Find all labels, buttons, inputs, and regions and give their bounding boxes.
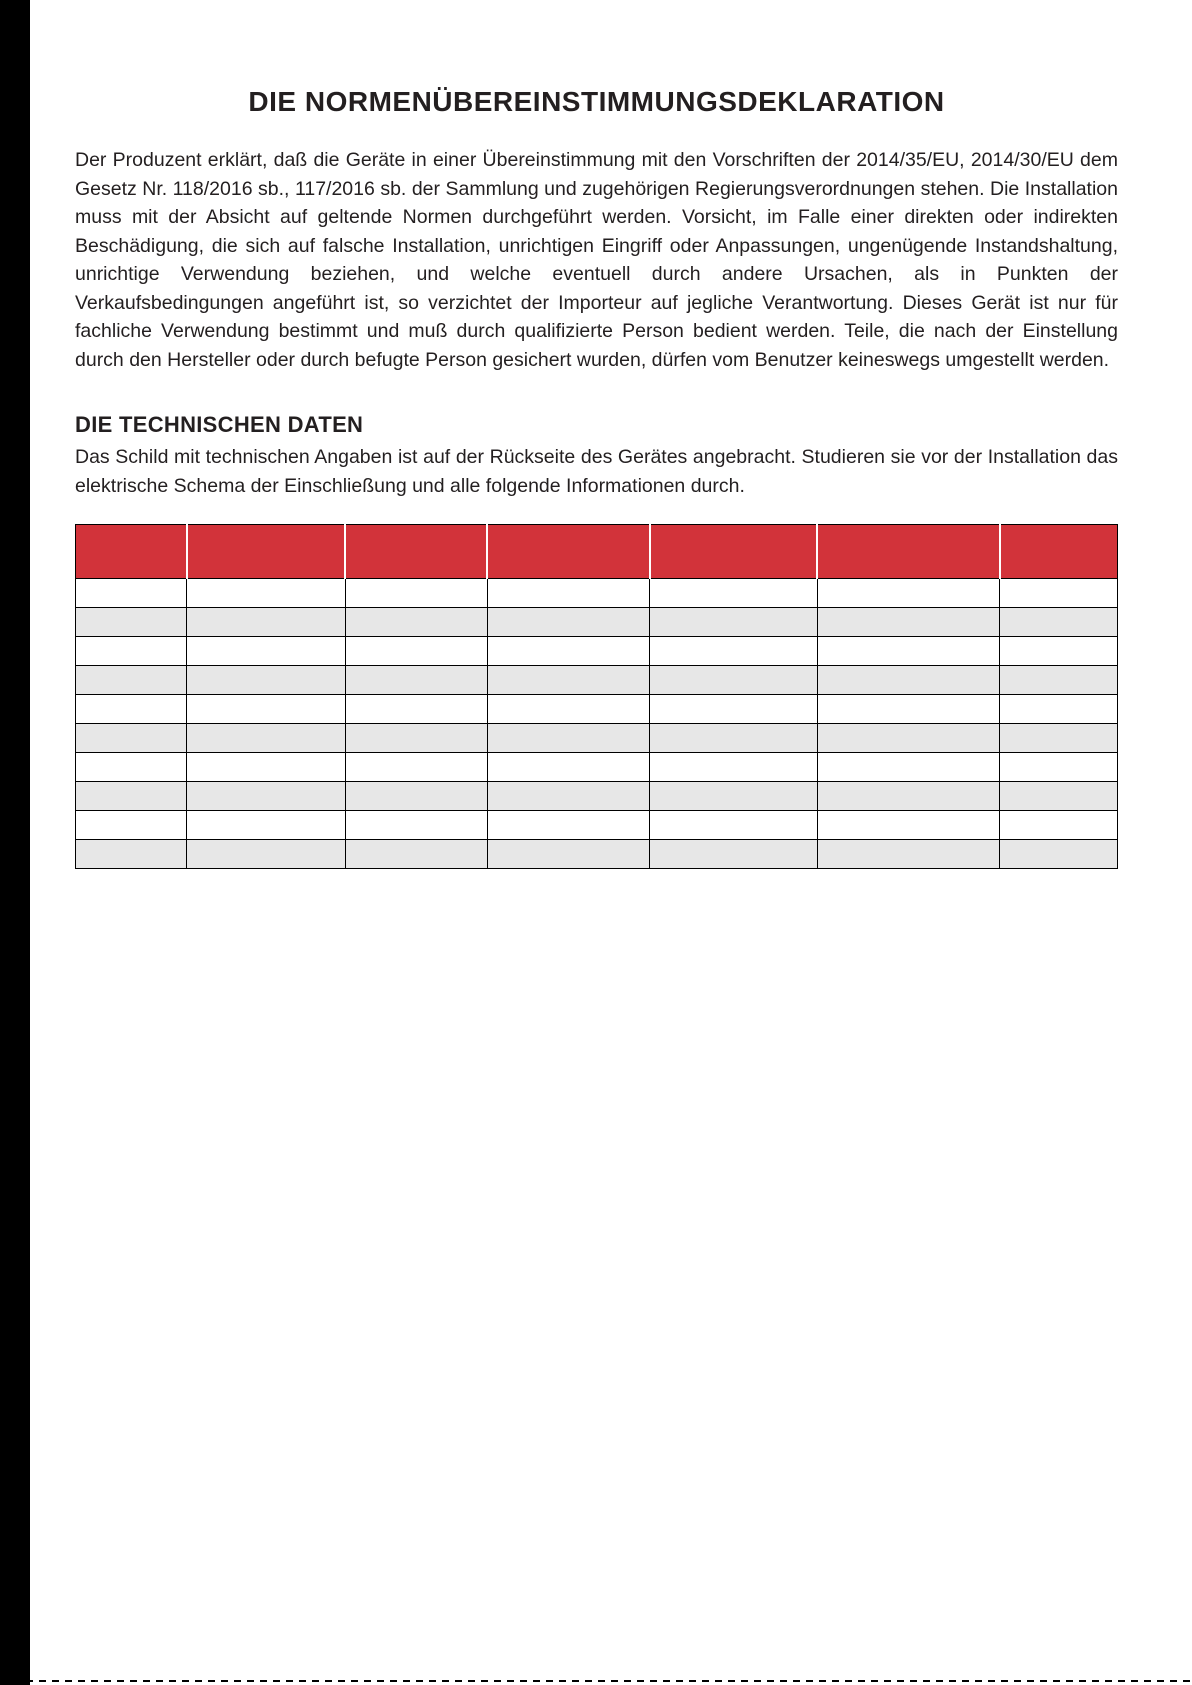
table-row bbox=[76, 579, 1118, 608]
table-cell bbox=[187, 753, 345, 782]
table-cell bbox=[76, 695, 187, 724]
table-cell bbox=[76, 608, 187, 637]
table-cell bbox=[187, 608, 345, 637]
table-row bbox=[76, 637, 1118, 666]
table-cell bbox=[345, 608, 487, 637]
table-cell bbox=[650, 840, 818, 869]
table-cell bbox=[817, 695, 999, 724]
table-cell bbox=[187, 782, 345, 811]
table-cell bbox=[487, 840, 650, 869]
table-cell bbox=[187, 637, 345, 666]
table-cell bbox=[817, 579, 999, 608]
table-cell bbox=[650, 753, 818, 782]
table-cell bbox=[1000, 637, 1118, 666]
table-cell bbox=[650, 637, 818, 666]
table-cell bbox=[345, 840, 487, 869]
table-cell bbox=[1000, 840, 1118, 869]
table-cell bbox=[1000, 724, 1118, 753]
table-cell bbox=[187, 724, 345, 753]
table-row bbox=[76, 753, 1118, 782]
table-cell bbox=[1000, 695, 1118, 724]
perforation-cut-line bbox=[0, 1680, 1192, 1683]
table-cell bbox=[817, 608, 999, 637]
table-cell bbox=[487, 724, 650, 753]
table-header-cell bbox=[1000, 525, 1118, 579]
table-cell bbox=[487, 579, 650, 608]
table-cell bbox=[345, 579, 487, 608]
table-cell bbox=[1000, 666, 1118, 695]
table-cell bbox=[650, 608, 818, 637]
table-cell bbox=[345, 724, 487, 753]
table-cell bbox=[817, 811, 999, 840]
table-cell bbox=[487, 811, 650, 840]
page-content bbox=[75, 0, 1118, 869]
table-cell bbox=[650, 811, 818, 840]
table-header-cell bbox=[345, 525, 487, 579]
table-header-cell bbox=[187, 525, 345, 579]
section-body-text: Das Schild mit technischen Angaben ist auf der Rückseite des Gerätes angebracht. Studieren sie vor der Installation das elektrische Schema der Einschließung und alle folgende Informationen durch. bbox=[75, 446, 1118, 497]
table-cell bbox=[650, 782, 818, 811]
table-cell bbox=[1000, 782, 1118, 811]
table-cell bbox=[487, 637, 650, 666]
table-cell bbox=[76, 782, 187, 811]
table-cell bbox=[345, 782, 487, 811]
table-cell bbox=[187, 666, 345, 695]
table-cell bbox=[487, 608, 650, 637]
table-cell bbox=[187, 695, 345, 724]
table-row bbox=[76, 724, 1118, 753]
table-cell bbox=[650, 695, 818, 724]
page-title: DIE NORMENÜBEREINSTIMMUNGSDEKLARATION bbox=[248, 86, 945, 117]
technical-data-table bbox=[75, 524, 1118, 869]
table-cell bbox=[187, 811, 345, 840]
table-cell bbox=[1000, 608, 1118, 637]
table-row bbox=[76, 811, 1118, 840]
table-cell bbox=[345, 637, 487, 666]
table-row bbox=[76, 840, 1118, 869]
table-cell bbox=[817, 753, 999, 782]
table-cell bbox=[187, 840, 345, 869]
table-cell bbox=[345, 666, 487, 695]
table-cell bbox=[817, 666, 999, 695]
table-header-cell bbox=[487, 525, 650, 579]
table-cell bbox=[487, 666, 650, 695]
table-row bbox=[76, 782, 1118, 811]
table-cell bbox=[487, 753, 650, 782]
table-header-cell bbox=[817, 525, 999, 579]
table-cell bbox=[76, 666, 187, 695]
table-cell bbox=[1000, 579, 1118, 608]
table-cell bbox=[817, 637, 999, 666]
table-row bbox=[76, 608, 1118, 637]
table-cell bbox=[487, 695, 650, 724]
table-cell bbox=[650, 724, 818, 753]
table-cell bbox=[345, 695, 487, 724]
table-cell bbox=[487, 782, 650, 811]
table-header-cell bbox=[76, 525, 187, 579]
scan-edge-artifact bbox=[0, 0, 30, 1685]
table-cell bbox=[76, 637, 187, 666]
table-cell bbox=[345, 753, 487, 782]
intro-paragraph: Der Produzent erklärt, daß die Geräte in einer Übereinstimmung mit den Vorschriften der 2014/35/EU, 2014/30/EU dem Gesetz Nr. 118/2016 sb., 117/2016 sb. der Sammlung und zugehörigen Regierungsverordnungen stehen. Die Installation muss mit der Absicht auf geltende Normen durchgeführt werden. Vorsicht, im Falle einer direkten oder indirekten Beschädigung, die sich auf falsche Installation, unrichtigen Eingriff oder Anpassungen, ungenügende Instandshaltung, unrichtige Verwendung beziehen, und welche eventuell durch andere Ursachen, als in Punkten der Verkaufsbedingungen angeführt ist, so verzichtet der Importeur auf jegliche Verantwortung. Dieses Gerät ist nur für fachliche Verwendung bestimmt und muß durch qualifizierte Person bedient werden. Teile, die nach der Einstellung durch den Hersteller oder durch befugte Person gesichert wurden, dürfen vom Benutzer keineswegs umgestellt werden. bbox=[75, 149, 1118, 371]
table-cell bbox=[1000, 811, 1118, 840]
table-cell bbox=[817, 724, 999, 753]
table-cell bbox=[76, 579, 187, 608]
table-cell bbox=[650, 579, 818, 608]
table-cell bbox=[76, 840, 187, 869]
table-cell bbox=[817, 782, 999, 811]
table-cell bbox=[345, 811, 487, 840]
table-cell bbox=[76, 753, 187, 782]
table-cell bbox=[187, 579, 345, 608]
table-cell bbox=[650, 666, 818, 695]
table-cell bbox=[76, 724, 187, 753]
table-row bbox=[76, 695, 1118, 724]
table-header-cell bbox=[650, 525, 818, 579]
table-row bbox=[76, 666, 1118, 695]
table-cell bbox=[76, 811, 187, 840]
table-header-row bbox=[76, 525, 1118, 579]
table-cell bbox=[1000, 753, 1118, 782]
table-cell bbox=[817, 840, 999, 869]
section-heading: DIE TECHNISCHEN DATEN bbox=[75, 412, 364, 437]
